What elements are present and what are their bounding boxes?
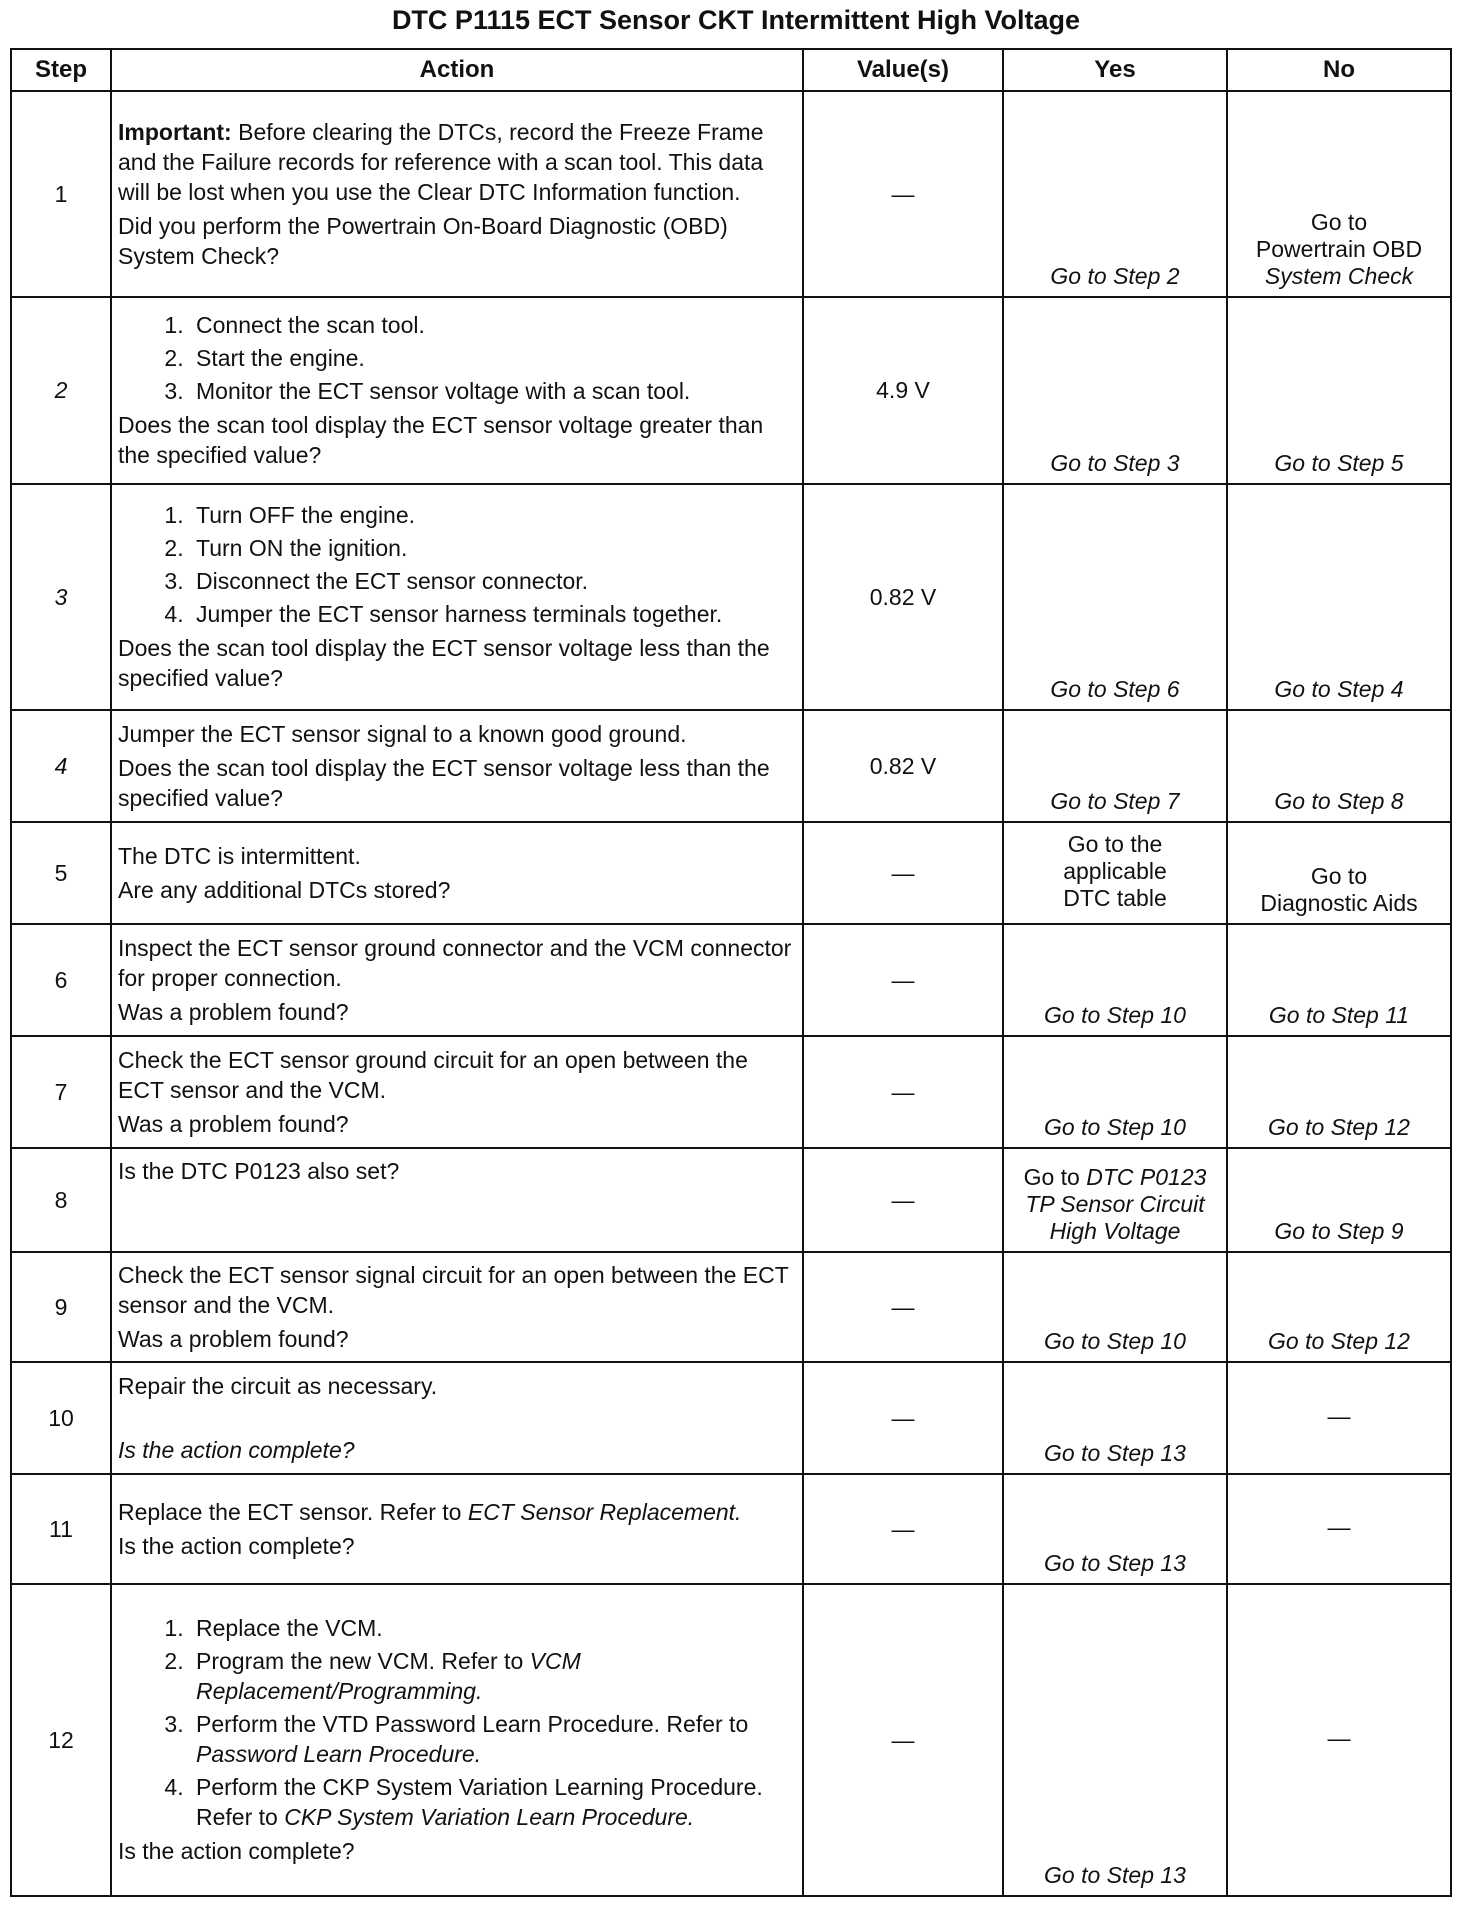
header-action: Action — [111, 49, 803, 91]
header-values: Value(s) — [803, 49, 1003, 91]
header-step: Step — [11, 49, 111, 91]
yes-link: DTC P0123 — [1086, 1164, 1207, 1190]
action-text: Check the ECT sensor signal circuit for an open between the ECT sensor and the VCM. — [118, 1262, 789, 1318]
value-cell: — — [803, 924, 1003, 1036]
action-question: Was a problem found? — [118, 1326, 349, 1352]
diagnostic-table — [10, 48, 1452, 1897]
action-question: Does the scan tool display the ECT sensor voltage less than the specified value? — [118, 755, 770, 811]
action-steps — [154, 310, 796, 406]
no-line: Powertrain OBD — [1255, 236, 1423, 262]
step-text: Program the new VCM. Refer to — [196, 1648, 524, 1674]
action-text: Jumper the ECT sensor signal to a known good ground. — [118, 721, 687, 747]
no-cell: Go to Step 5 — [1227, 297, 1451, 484]
step-number: 6 — [11, 924, 111, 1036]
action-step — [190, 1772, 796, 1832]
reference-link: CKP System Variation Learn Procedure. — [284, 1804, 695, 1830]
table-row — [11, 1584, 1451, 1896]
action-cell — [111, 1036, 803, 1148]
action-question: Was a problem found? — [118, 1111, 349, 1137]
table-row — [11, 710, 1451, 822]
reference-link: ECT Sensor Replacement. — [467, 1499, 742, 1525]
yes-cell: Go to Step 6 — [1003, 484, 1227, 710]
table-row — [11, 924, 1451, 1036]
action-question: Is the DTC P0123 also set? — [118, 1158, 400, 1184]
value-cell: — — [803, 1362, 1003, 1474]
yes-line: applicable — [1063, 858, 1167, 884]
action-cell — [111, 1474, 803, 1584]
value-cell: — — [803, 91, 1003, 297]
yes-cell: Go to Step 3 — [1003, 297, 1227, 484]
action-question: Is the action complete? — [118, 1838, 355, 1864]
yes-cell: Go to Step 7 — [1003, 710, 1227, 822]
value-cell: — — [803, 822, 1003, 924]
yes-link: High Voltage — [1049, 1218, 1181, 1244]
no-cell: Go to Step 4 — [1227, 484, 1451, 710]
action-step: 1. Connect the scan tool. — [190, 310, 796, 340]
no-cell — [1227, 822, 1451, 924]
reference-link: Password Learn Procedure. — [196, 1741, 482, 1767]
table-row — [11, 91, 1451, 297]
table-row — [11, 297, 1451, 484]
no-cell: Go to Step 9 — [1227, 1148, 1451, 1252]
table-row — [11, 1362, 1451, 1474]
step-number: 10 — [11, 1362, 111, 1474]
yes-cell — [1003, 1148, 1227, 1252]
step-number: 1 — [11, 91, 111, 297]
table-row — [11, 484, 1451, 710]
no-cell: — — [1227, 1474, 1451, 1584]
action-cell — [111, 924, 803, 1036]
value-cell: — — [803, 1036, 1003, 1148]
reference-link: VCM Replacement/Programming. — [196, 1648, 581, 1704]
action-step — [190, 1709, 796, 1769]
action-question: Are any additional DTCs stored? — [118, 877, 451, 903]
step-text: Perform the VTD Password Learn Procedure. Refer to — [196, 1711, 749, 1737]
yes-line — [1010, 1164, 1220, 1191]
yes-cell: Go to Step 10 — [1003, 924, 1227, 1036]
action-cell — [111, 1584, 803, 1896]
action-text-prefix: Replace the ECT sensor. Refer to — [118, 1499, 462, 1525]
action-cell — [111, 1252, 803, 1362]
table-row — [11, 1036, 1451, 1148]
step-number: 2 — [11, 297, 111, 484]
action-question: Is the action complete? — [118, 1533, 355, 1559]
action-question: Was a problem found? — [118, 999, 349, 1025]
action-question: Does the scan tool display the ECT sensor voltage less than the specified value? — [118, 635, 770, 691]
action-step: 4. Jumper the ECT sensor harness terminals together. — [190, 599, 796, 629]
no-line: Go to — [1310, 209, 1368, 235]
important-label: Important: — [118, 119, 232, 145]
value-cell: 0.82 V — [803, 710, 1003, 822]
step-text: Perform the CKP System Variation Learning Procedure. Refer to — [196, 1774, 763, 1830]
step-number: 12 — [11, 1584, 111, 1896]
yes-link: TP Sensor Circuit — [1025, 1191, 1205, 1217]
page-title: DTC P1115 ECT Sensor CKT Intermittent High Voltage — [391, 5, 1081, 35]
yes-cell: Go to Step 2 — [1003, 91, 1227, 297]
yes-cell — [1003, 822, 1227, 924]
action-cell — [111, 1362, 803, 1474]
action-text: Check the ECT sensor ground circuit for an open between the ECT sensor and the VCM. — [118, 1047, 748, 1103]
action-step: 1. Turn OFF the engine. — [190, 500, 796, 530]
action-text: Repair the circuit as necessary. — [118, 1373, 438, 1399]
step-number: 5 — [11, 822, 111, 924]
value-cell: 0.82 V — [803, 484, 1003, 710]
yes-line: Go to the — [1067, 831, 1163, 857]
step-number: 9 — [11, 1252, 111, 1362]
step-number: 4 — [11, 710, 111, 822]
step-number: 8 — [11, 1148, 111, 1252]
step-number: 7 — [11, 1036, 111, 1148]
action-step: 3. Monitor the ECT sensor voltage with a scan tool. — [190, 376, 796, 406]
action-text — [118, 1497, 796, 1527]
value-cell: — — [803, 1148, 1003, 1252]
header-row — [11, 49, 1451, 91]
no-cell: Go to Step 12 — [1227, 1252, 1451, 1362]
action-step — [190, 1646, 796, 1706]
yes-prefix: Go to — [1023, 1164, 1080, 1190]
step-number: 3 — [11, 484, 111, 710]
action-steps — [154, 1613, 796, 1832]
table-row — [11, 822, 1451, 924]
value-cell: — — [803, 1252, 1003, 1362]
no-cell: Go to Step 12 — [1227, 1036, 1451, 1148]
action-question: Did you perform the Powertrain On-Board Diagnostic (OBD) System Check? — [118, 213, 728, 269]
header-yes: Yes — [1003, 49, 1227, 91]
action-step: 2. Start the engine. — [190, 343, 796, 373]
yes-cell: Go to Step 13 — [1003, 1584, 1227, 1896]
action-step: 3. Disconnect the ECT sensor connector. — [190, 566, 796, 596]
yes-cell: Go to Step 10 — [1003, 1036, 1227, 1148]
yes-cell: Go to Step 13 — [1003, 1474, 1227, 1584]
no-cell: Go to Step 11 — [1227, 924, 1451, 1036]
action-cell — [111, 91, 803, 297]
no-line: Go to — [1310, 863, 1368, 889]
yes-cell: Go to Step 10 — [1003, 1252, 1227, 1362]
yes-line: DTC table — [1063, 885, 1167, 911]
table-row — [11, 1252, 1451, 1362]
important-text: Before clearing the DTCs, record the Freeze Frame and the Failure records for reference with a scan tool. This data will be lost when you use the Clear DTC Information function. — [118, 119, 764, 205]
action-cell — [111, 710, 803, 822]
action-step: 1. Replace the VCM. — [190, 1613, 796, 1643]
value-cell: — — [803, 1584, 1003, 1896]
action-cell — [111, 822, 803, 924]
action-steps — [154, 500, 796, 629]
action-text: Inspect the ECT sensor ground connector and the VCM connector for proper connection. — [118, 935, 792, 991]
no-cell: Go to Step 8 — [1227, 710, 1451, 822]
table-row — [11, 1474, 1451, 1584]
value-cell: — — [803, 1474, 1003, 1584]
action-question: Does the scan tool display the ECT sensor voltage greater than the specified value? — [118, 412, 764, 468]
no-link: System Check — [1264, 263, 1414, 289]
no-cell: — — [1227, 1584, 1451, 1896]
step-number: 11 — [11, 1474, 111, 1584]
important-note — [118, 117, 796, 207]
action-cell — [111, 297, 803, 484]
table-row — [11, 1148, 1451, 1252]
action-text: The DTC is intermittent. — [118, 843, 361, 869]
no-cell — [1227, 91, 1451, 297]
value-cell: 4.9 V — [803, 297, 1003, 484]
yes-cell: Go to Step 13 — [1003, 1362, 1227, 1474]
no-cell: — — [1227, 1362, 1451, 1474]
header-no: No — [1227, 49, 1451, 91]
action-question: Is the action complete? — [118, 1437, 355, 1463]
action-step: 2. Turn ON the ignition. — [190, 533, 796, 563]
action-cell — [111, 1148, 803, 1252]
action-cell — [111, 484, 803, 710]
no-line: Diagnostic Aids — [1260, 890, 1418, 916]
